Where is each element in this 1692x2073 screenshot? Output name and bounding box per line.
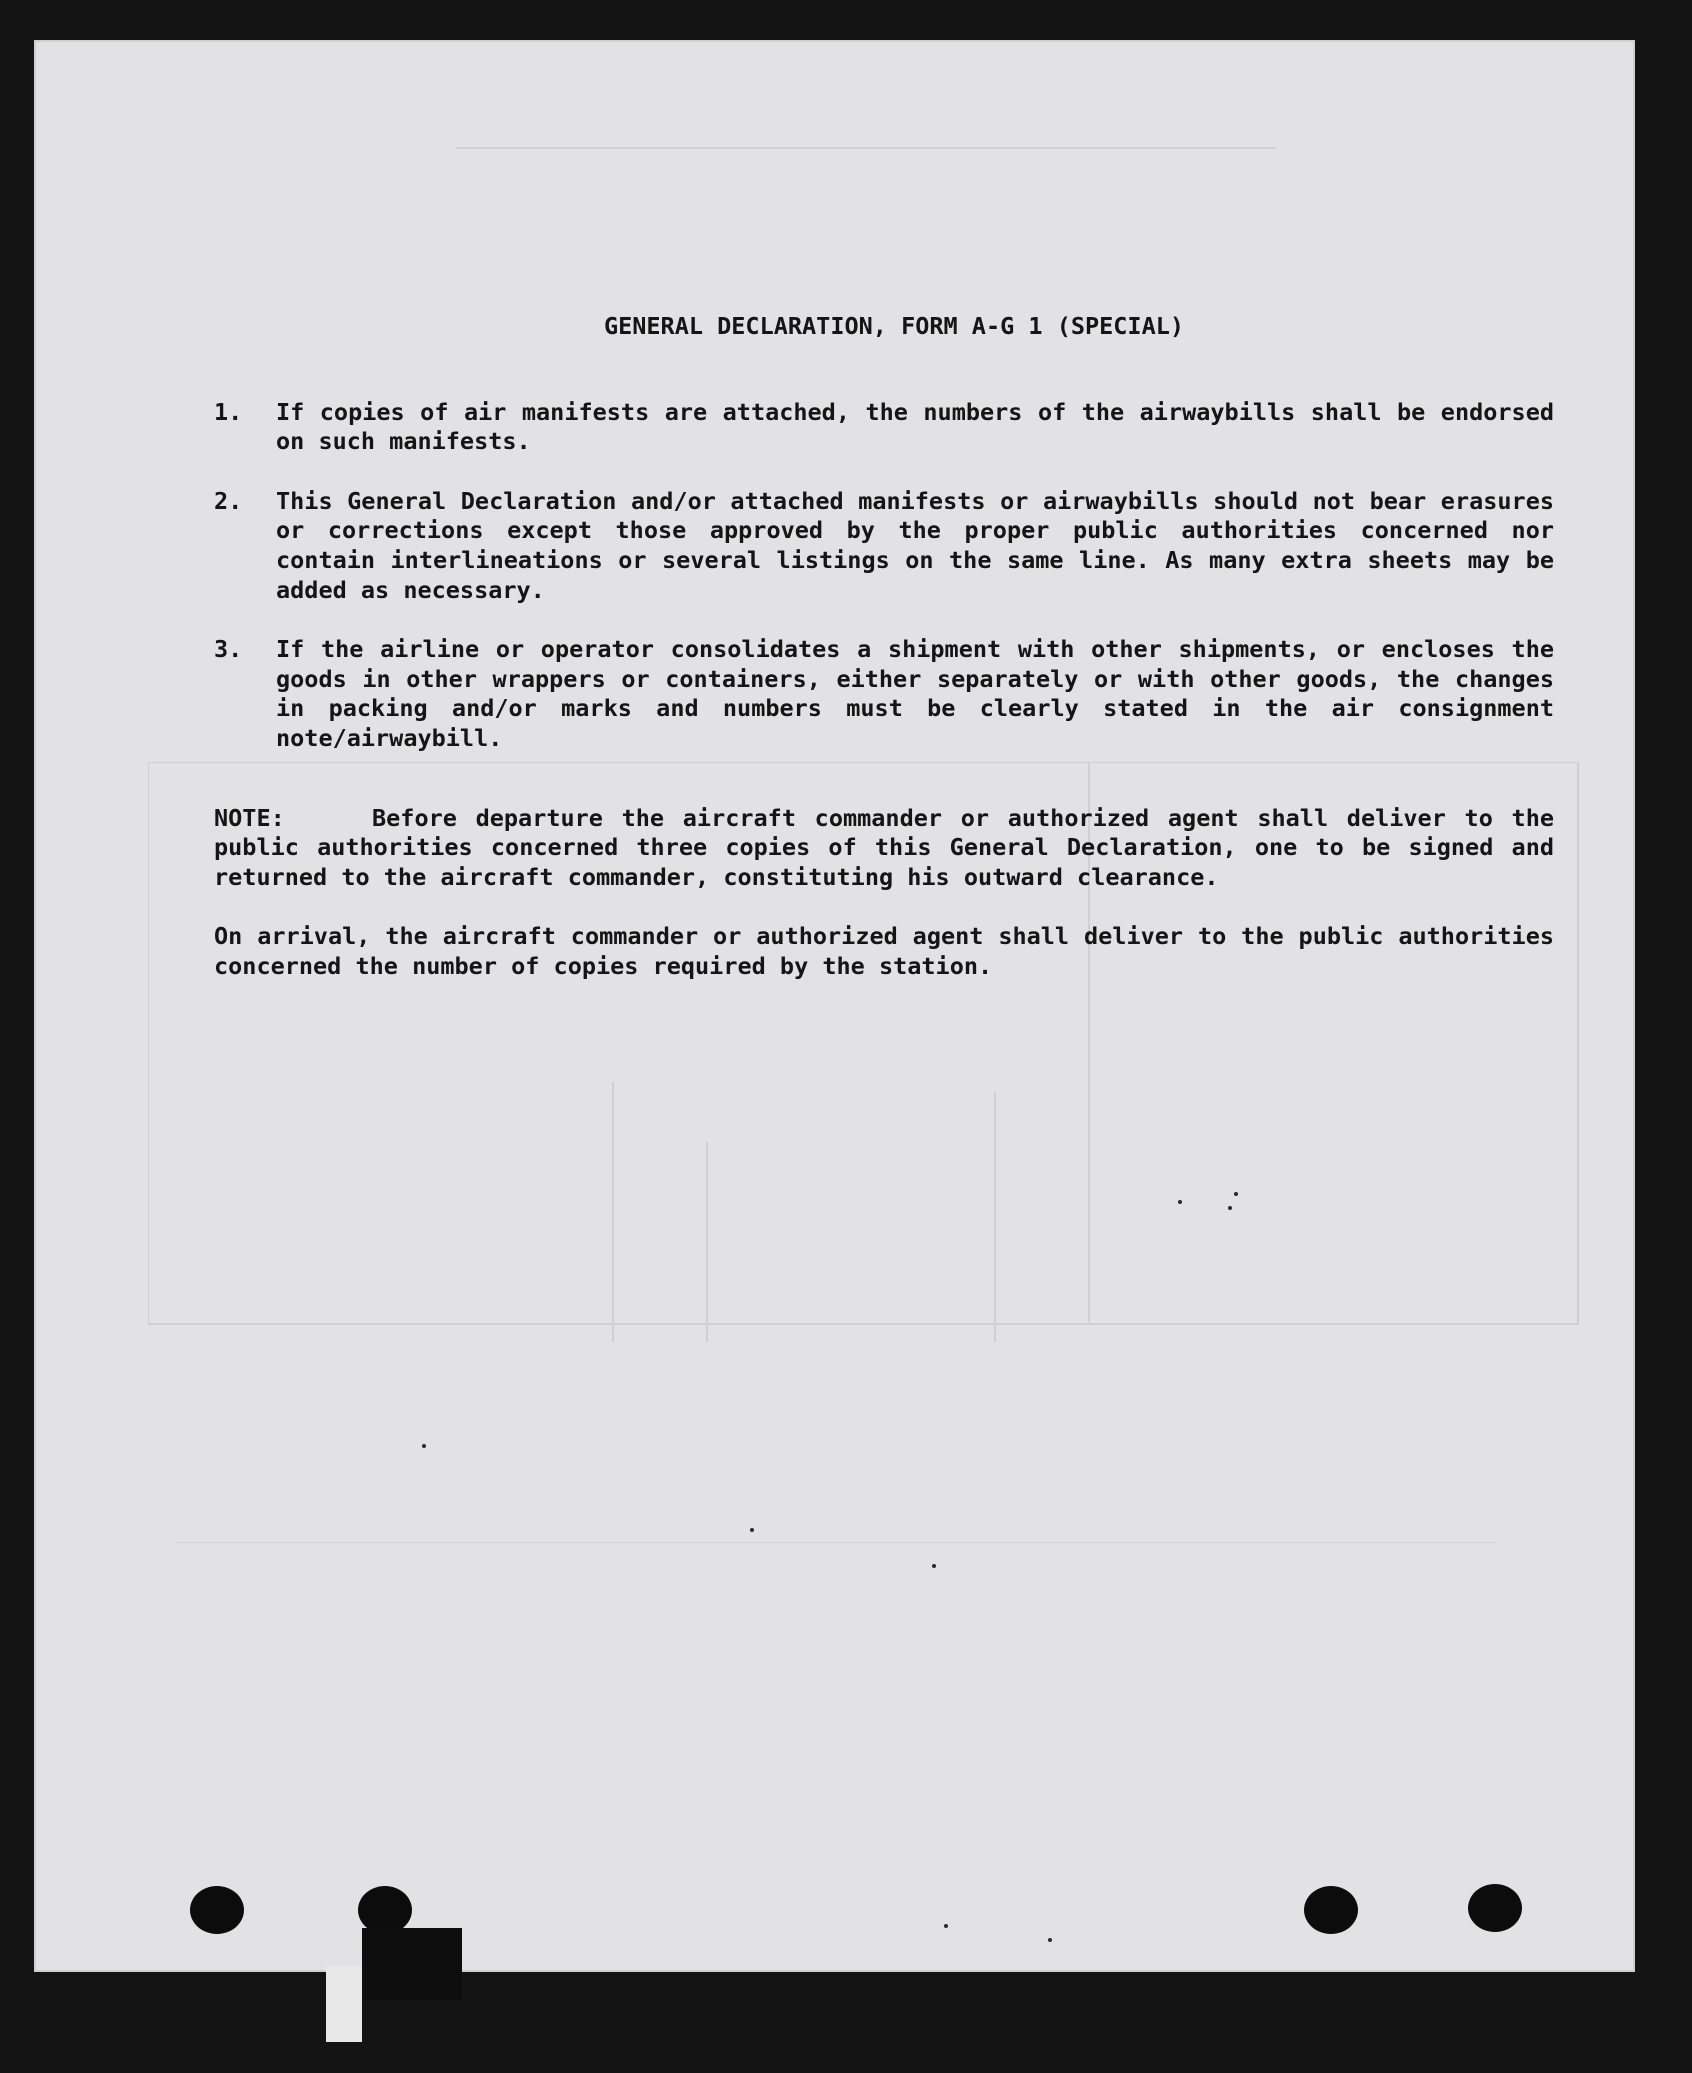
list-item-number: 2. <box>214 486 243 515</box>
page-title: GENERAL DECLARATION, FORM A-G 1 (SPECIAL) <box>603 312 1185 340</box>
scan-speck <box>932 1564 936 1568</box>
bleed-through-column-rule <box>994 1092 996 1342</box>
declaration-body <box>214 312 1554 982</box>
scan-speck <box>750 1528 754 1532</box>
paper-slip <box>326 1966 362 2042</box>
bleed-through-column-rule <box>612 1082 614 1342</box>
scan-speck <box>1228 1206 1232 1210</box>
binding-tab <box>362 1928 462 2000</box>
note-text: Before departure the aircraft commander or authorized agent shall deliver to the public authorities concerned three copies of this General Declaration, one to be signed and returned to the aircraft commander, constituting his outward clearance. <box>214 803 1554 891</box>
list-item-text: If the airline or operator consolidates a shipment with other shipments, or encloses the goods in other wrappers or containers, either separately or with other goods, the changes in packing and/or marks and numbers must be clearly stated in the air consignment note/airwaybill. <box>276 635 1554 752</box>
note-label: NOTE: <box>214 803 285 832</box>
scan-speck <box>422 1444 426 1448</box>
scan-speck <box>1178 1200 1182 1204</box>
bleed-through-rule <box>456 147 1276 149</box>
list-item <box>214 487 1554 605</box>
punch-hole <box>190 1886 244 1934</box>
document-page <box>34 40 1635 1972</box>
arrival-paragraph: On arrival, the aircraft commander or authorized agent shall deliver to the public authorities concerned the number of copies required by the station. <box>214 922 1554 980</box>
note-paragraph <box>214 804 1554 893</box>
bleed-through-column-rule <box>706 1142 708 1342</box>
bleed-through-rule <box>176 1542 1496 1543</box>
list-item-text: If copies of air manifests are attached, the numbers of the airwaybills shall be endorsed on such manifests. <box>276 397 1554 456</box>
scan-speck <box>1048 1938 1052 1942</box>
list-item <box>214 635 1554 753</box>
list-item-number: 3. <box>214 635 243 664</box>
punch-hole <box>1468 1884 1522 1932</box>
punch-hole <box>358 1886 412 1934</box>
list-item-number: 1. <box>214 397 243 426</box>
list-item <box>214 398 1554 457</box>
punch-hole <box>1304 1886 1358 1934</box>
list-item-text: This General Declaration and/or attached manifests or airwaybills should not bear erasures or corrections except those approved by the proper public authorities concerned nor contain interlineations or several listings on the same line. As many extra sheets may be added as necessary. <box>276 486 1554 604</box>
scan-speck <box>944 1924 948 1928</box>
scan-speck <box>1234 1192 1238 1196</box>
